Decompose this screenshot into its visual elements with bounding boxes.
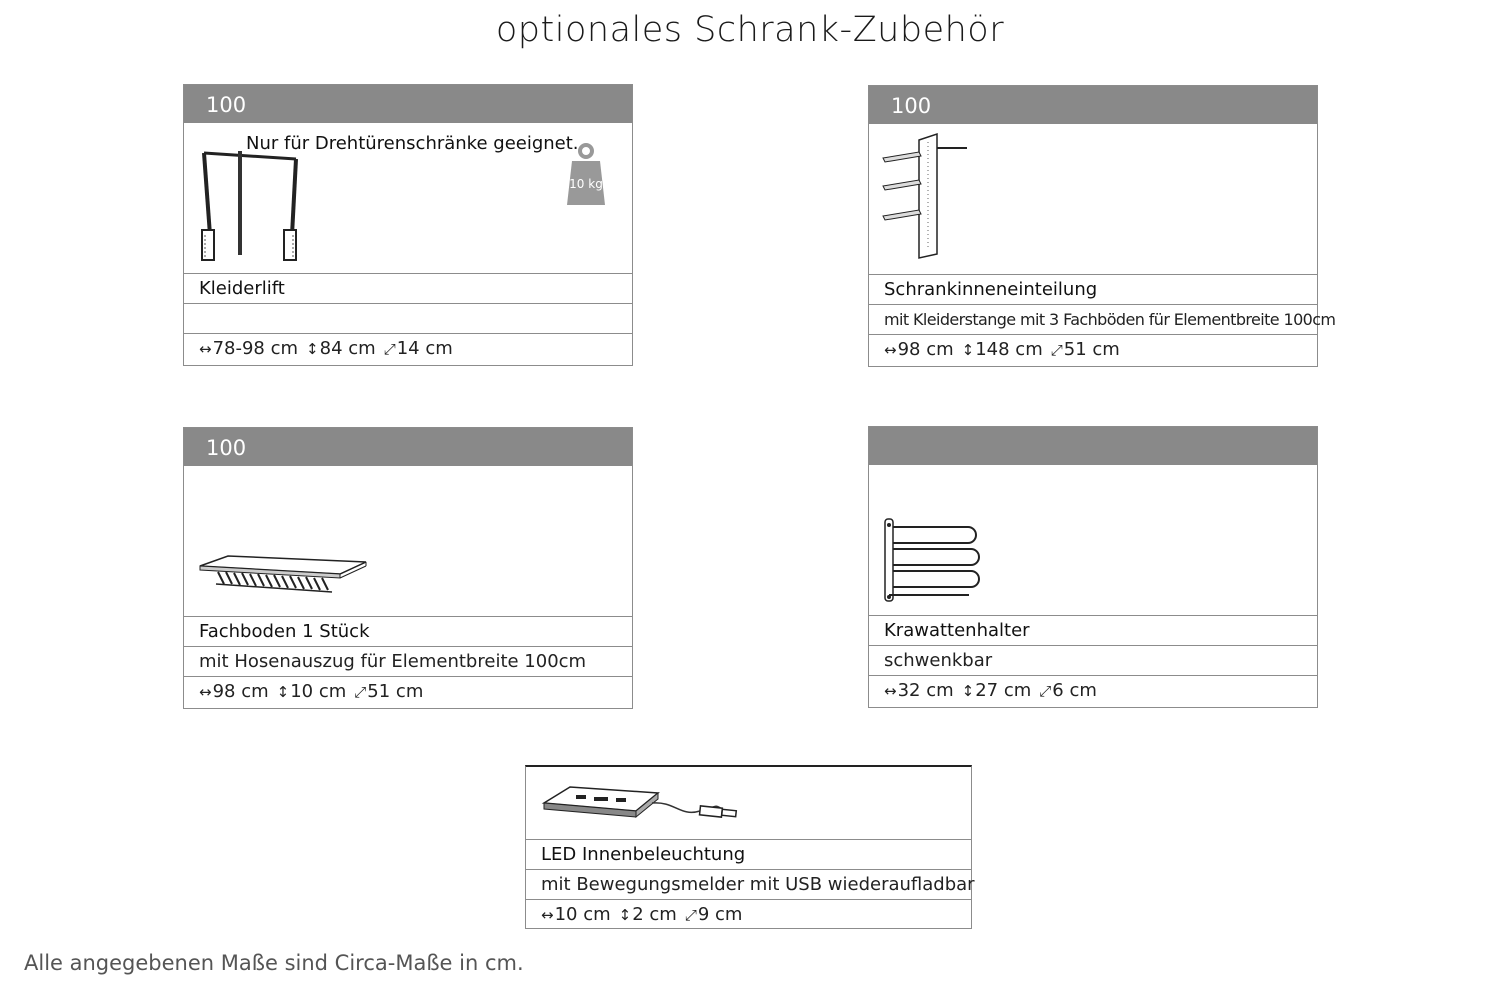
depth-value: 9 cm xyxy=(697,904,743,925)
width-icon: ↔ xyxy=(541,906,554,924)
product-card-kleiderlift xyxy=(183,84,633,366)
depth-value: 14 cm xyxy=(396,338,453,359)
width-icon: ↔ xyxy=(199,683,212,701)
depth-icon: ⤢ xyxy=(383,340,396,358)
height-icon: ↕ xyxy=(961,341,975,359)
product-description: mit Kleiderstange mit 3 Fachböden für Elementbreite 100cm xyxy=(869,304,1317,334)
product-note: Nur für Drehtürenschränke geeignet. xyxy=(246,133,579,154)
width-value: 32 cm xyxy=(897,680,954,701)
depth-value: 6 cm xyxy=(1052,680,1097,701)
tie-holder-icon xyxy=(883,517,983,607)
product-image-area xyxy=(526,767,971,839)
product-card-krawattenhalter xyxy=(868,426,1318,708)
height-icon: ↕ xyxy=(961,682,975,700)
product-name: Krawattenhalter xyxy=(869,615,1317,645)
width-icon: ↔ xyxy=(884,682,897,700)
depth-value: 51 cm xyxy=(367,681,424,702)
shelf-divider-icon xyxy=(881,130,981,260)
depth-icon: ⤢ xyxy=(684,906,697,924)
page-title: optionales Schrank-Zubehör xyxy=(495,10,1005,50)
depth-value: 51 cm xyxy=(1063,339,1120,360)
depth-icon: ⤢ xyxy=(1039,682,1052,700)
height-value: 10 cm xyxy=(290,681,347,702)
height-icon: ↕ xyxy=(276,683,290,701)
product-image-area xyxy=(869,124,1317,274)
weight-badge xyxy=(566,143,606,207)
height-icon: ↕ xyxy=(306,340,319,358)
width-value: 10 cm xyxy=(554,904,611,925)
product-image-area xyxy=(869,465,1317,615)
height-value: 84 cm xyxy=(319,338,376,359)
height-value: 2 cm xyxy=(632,904,677,925)
product-name: Kleiderlift xyxy=(184,273,632,303)
product-card-fachboden xyxy=(183,427,633,709)
card-header: 100 xyxy=(184,428,632,466)
wardrobe-lift-icon xyxy=(196,145,306,265)
product-card-schrankinneneinteilung xyxy=(868,85,1336,367)
footer-note: Alle angegebenen Maße sind Circa-Maße in cm. xyxy=(24,951,524,975)
card-header: 100 xyxy=(869,86,1317,124)
shelf-with-trouser-rack-icon xyxy=(198,554,373,604)
product-description: mit Hosenauszug für Elementbreite 100cm xyxy=(184,646,632,676)
product-description xyxy=(184,303,632,333)
product-card-led-innenbeleuchtung xyxy=(525,765,975,929)
width-value: 78-98 cm xyxy=(212,338,299,359)
product-name: Fachboden 1 Stück xyxy=(184,616,632,646)
height-value: 27 cm xyxy=(975,680,1032,701)
product-dimensions xyxy=(184,333,632,363)
product-image-area xyxy=(184,123,632,273)
height-icon: ↕ xyxy=(618,906,632,924)
card-header xyxy=(869,427,1317,465)
product-dimensions xyxy=(184,676,632,706)
height-value: 148 cm xyxy=(975,339,1043,360)
product-description: mit Bewegungsmelder mit USB wiederaufladbar xyxy=(526,869,971,899)
led-light-icon xyxy=(540,781,750,831)
product-description: schwenkbar xyxy=(869,645,1317,675)
weight-icon xyxy=(566,143,606,207)
product-name: LED Innenbeleuchtung xyxy=(526,839,971,869)
width-icon: ↔ xyxy=(199,340,212,358)
depth-icon: ⤢ xyxy=(1050,341,1063,359)
product-dimensions xyxy=(869,675,1317,705)
depth-icon: ⤢ xyxy=(354,683,367,701)
width-value: 98 cm xyxy=(897,339,954,360)
product-dimensions xyxy=(869,334,1317,364)
card-header: 100 xyxy=(184,85,632,123)
width-value: 98 cm xyxy=(212,681,269,702)
width-icon: ↔ xyxy=(884,341,897,359)
product-name: Schrankinneneinteilung xyxy=(869,274,1317,304)
product-image-area xyxy=(184,466,632,616)
weight-label: 10 kg xyxy=(569,177,603,191)
product-dimensions xyxy=(526,899,971,929)
